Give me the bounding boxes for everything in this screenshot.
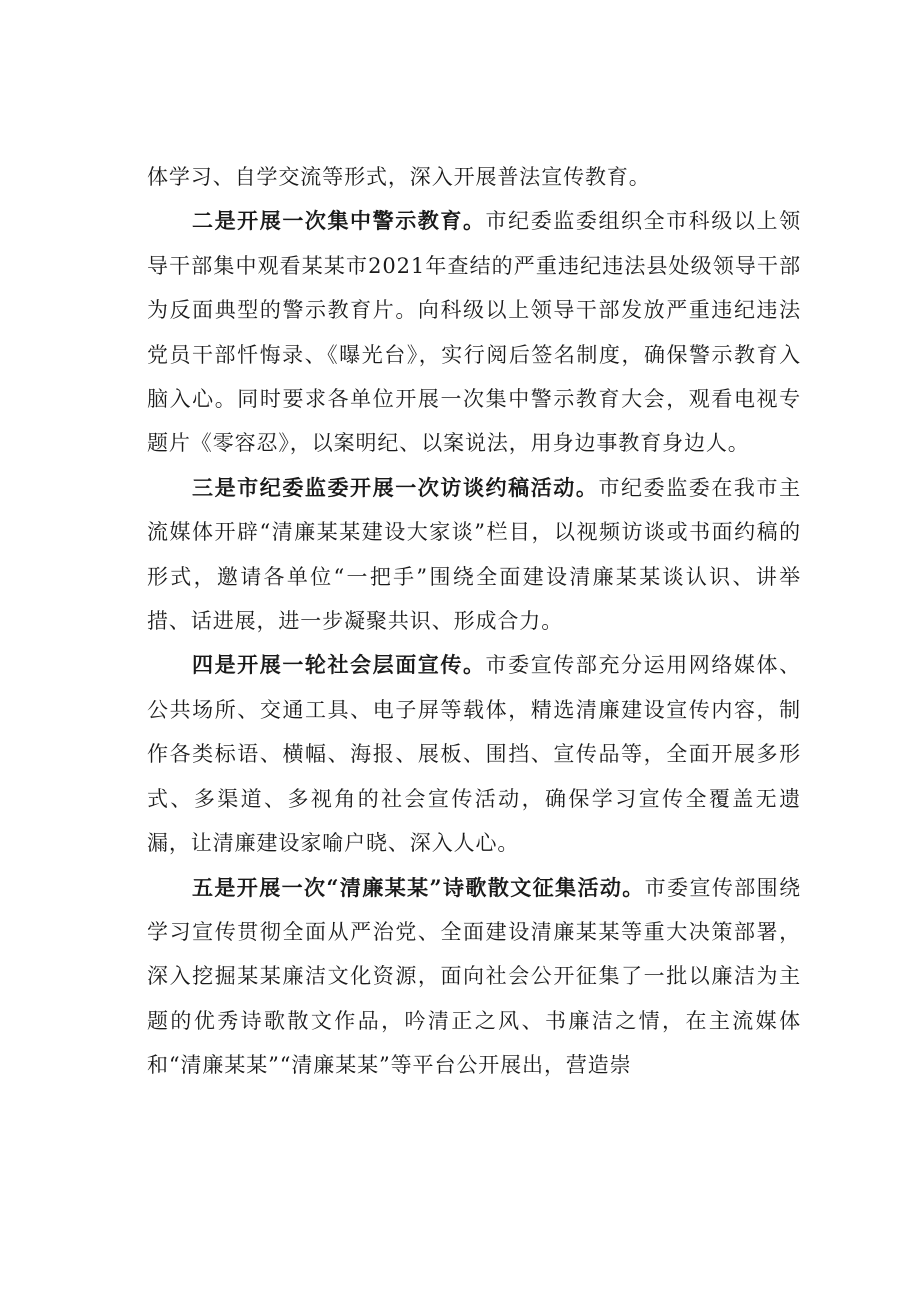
paragraph-5-body: 市委宣传部围绕学习宣传贯彻全面从严治党、全面建设清廉某某等重大决策部署，深入挖掘某某廉洁文化资源，面向社会公开征集了一批以廉洁为主题的优秀诗歌散文作品，吟清正之风、书廉洁之情，在主流媒体和“清廉某某”“清廉某某”等平台公开展出，营造崇 [147,875,801,1078]
paragraph-2-body: 市纪委监委组织全市科级以上领导干部集中观看某某市2021年查结的严重违纪违法县处级领导干部为反面典型的警示教育片。向科级以上领导干部发放严重违纪违法党员干部忏悔录、《曝光台》，实行阅后签名制度，确保警示教育入脑入心。同时要求各单位开展一次集中警示教育大会，观看电视专题片《零容忍》，以案明纪、以案说法，用身边事教育身边人。 [147,209,801,456]
paragraph-4-body: 市委宣传部充分运用网络媒体、公共场所、交通工具、电子屏等载体，精选清廉建设宣传内容，制作各类标语、横幅、海报、展板、围挡、宣传品等，全面开展多形式、多渠道、多视角的社会宣传活动，确保学习宣传全覆盖无遗漏，让清廉建设家喻户晓、深入人心。 [147,653,801,856]
paragraph-5-lead: 五是开展一次“清廉某某”诗歌散文征集活动。 [192,874,645,900]
paragraph-5 [147,866,801,1088]
paragraph-2-lead: 二是开展一次集中警示教育。 [192,208,486,234]
paragraph-2 [147,199,801,465]
body-text [147,155,801,1088]
paragraph-3-body: 市纪委监委在我市主流媒体开辟“清廉某某建设大家谈”栏目，以视频访谈或书面约稿的形式，邀请各单位“一把手”围绕全面建设清廉某某谈认识、讲举措、话进展，进一步凝聚共识、形成合力。 [147,475,801,634]
paragraph-1-body: 体学习、自学交流等形式，深入开展普法宣传教育。 [147,165,651,189]
paragraph-3 [147,466,801,644]
paragraph-1 [147,155,801,199]
paragraph-4-lead: 四是开展一轮社会层面宣传。 [192,652,486,678]
paragraph-4 [147,643,801,865]
paragraph-3-lead: 三是市纪委监委开展一次访谈约稿活动。 [192,474,599,500]
